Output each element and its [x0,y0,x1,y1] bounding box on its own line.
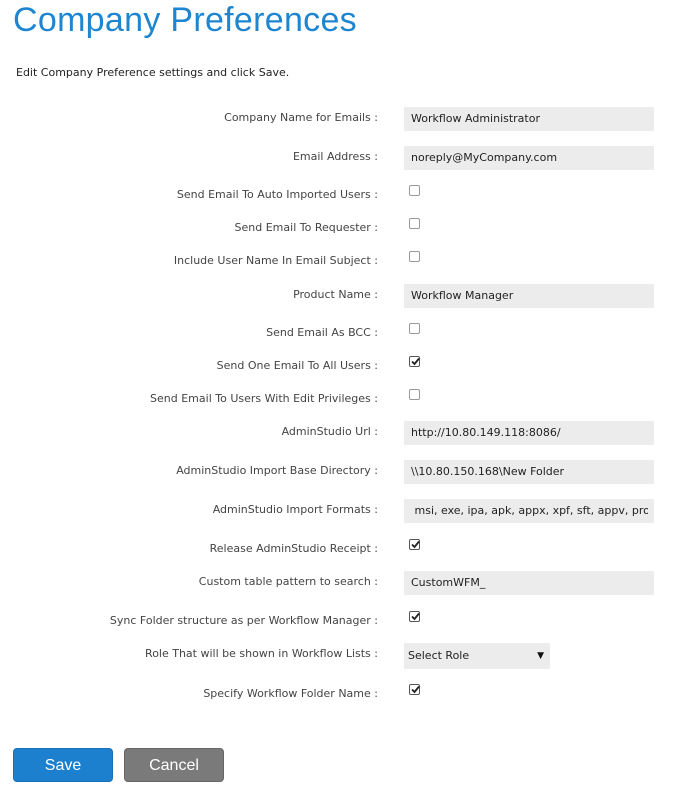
row-email-address [0,146,687,170]
auto-imported-users-label: Send Email To Auto Imported Users : [176,188,378,201]
send-as-bcc-checkbox[interactable] [409,323,420,334]
row-one-email-all-users [0,355,687,379]
role-select-value: Select Role [408,649,470,662]
row-company-name [0,107,687,131]
adminstudio-url-label: AdminStudio Url : [281,425,378,438]
page-title: Company Preferences [13,1,357,39]
save-button[interactable]: Save [13,748,113,782]
release-receipt-label: Release AdminStudio Receipt : [209,542,378,555]
check-icon [410,356,421,367]
edit-privileges-checkbox[interactable] [409,389,420,400]
include-username-checkbox[interactable] [409,251,420,262]
row-import-formats [0,499,687,523]
row-send-as-bcc [0,322,687,346]
import-formats-label: AdminStudio Import Formats : [212,503,378,516]
include-username-label: Include User Name In Email Subject : [173,254,378,267]
intro-text: Edit Company Preference settings and click Save. [16,66,290,79]
release-receipt-checkbox[interactable] [409,539,420,550]
workflow-folder-name-label: Specify Workflow Folder Name : [203,687,378,700]
product-name-label: Product Name : [293,288,378,301]
import-base-directory-input[interactable] [404,460,654,484]
send-to-requester-checkbox[interactable] [409,218,420,229]
role-select-label: Role That will be shown in Workflow Lists : [145,647,378,660]
custom-table-pattern-input[interactable] [404,571,654,595]
check-icon [410,539,421,550]
product-name-input[interactable] [404,284,654,308]
row-include-username [0,250,687,274]
row-auto-imported-users [0,184,687,208]
send-as-bcc-label: Send Email As BCC : [266,326,378,339]
auto-imported-users-checkbox[interactable] [409,185,420,196]
email-address-input[interactable] [404,146,654,170]
edit-privileges-label: Send Email To Users With Edit Privileges : [150,392,378,405]
one-email-all-users-label: Send One Email To All Users : [216,359,378,372]
row-release-receipt [0,538,687,562]
one-email-all-users-checkbox[interactable] [409,356,420,367]
adminstudio-url-input[interactable] [404,421,654,445]
row-send-to-requester [0,217,687,241]
workflow-folder-name-checkbox[interactable] [409,684,420,695]
row-custom-table-pattern [0,571,687,595]
company-name-input[interactable] [404,107,654,131]
row-role-select [0,643,687,667]
sync-folder-structure-label: Sync Folder structure as per Workflow Manager : [109,614,378,627]
check-icon [410,684,421,695]
import-base-directory-label: AdminStudio Import Base Directory : [176,464,378,477]
email-address-label: Email Address : [292,150,378,163]
row-product-name [0,284,687,308]
row-workflow-folder-name [0,683,687,707]
cancel-button[interactable]: Cancel [124,748,224,782]
send-to-requester-label: Send Email To Requester : [234,221,378,234]
role-select[interactable] [404,643,550,669]
row-edit-privileges [0,388,687,412]
check-icon [410,611,421,622]
custom-table-pattern-label: Custom table pattern to search : [198,575,378,588]
row-sync-folder-structure [0,610,687,634]
sync-folder-structure-checkbox[interactable] [409,611,420,622]
row-adminstudio-url [0,421,687,445]
import-formats-input[interactable] [404,499,654,523]
row-import-base-directory [0,460,687,484]
company-name-label: Company Name for Emails : [224,111,378,124]
caret-down-icon: ▼ [537,651,544,661]
